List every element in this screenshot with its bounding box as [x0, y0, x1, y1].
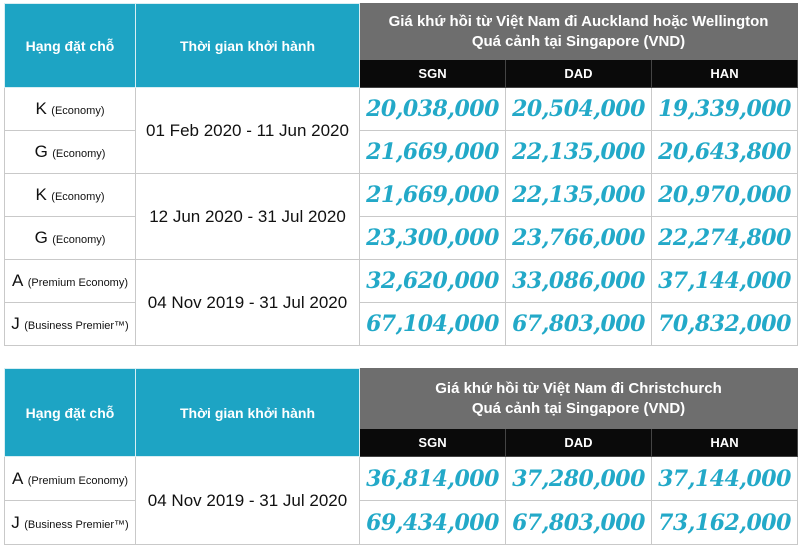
fare-title-line1: Giá khứ hồi từ Việt Nam đi Christchurch [435, 379, 722, 397]
class-code: J [11, 314, 20, 333]
class-desc: (Premium Economy) [27, 277, 129, 289]
table-row [5, 131, 798, 174]
city-header-sgn: SGN [360, 60, 506, 88]
price-dad: 37,280,000 [506, 457, 652, 501]
price-dad: 20,504,000 [506, 88, 652, 131]
table-row [5, 174, 798, 217]
price-sgn: 21,669,000 [360, 131, 506, 174]
class-desc: (Premium Economy) [27, 474, 129, 487]
fare-title-line1: Giá khứ hồi từ Việt Nam đi Auckland hoặc Wellington [388, 12, 769, 30]
price-han: 19,339,000 [652, 88, 798, 131]
booking-class-cell [5, 260, 136, 303]
booking-class-cell [5, 174, 136, 217]
booking-class-cell [5, 303, 136, 346]
city-header-sgn: SGN [360, 429, 506, 457]
class-desc: (Economy) [51, 105, 105, 117]
booking-class-cell [5, 217, 136, 260]
class-desc: (Economy) [52, 234, 106, 246]
class-desc: (Business Premier™) [24, 518, 129, 531]
price-han: 37,144,000 [652, 260, 798, 303]
price-dad: 23,766,000 [506, 217, 652, 260]
class-desc: (Economy) [52, 148, 106, 160]
booking-class-header: Hạng đặt chỗ [5, 369, 136, 457]
fare-title-header [360, 369, 798, 429]
table-row [5, 217, 798, 260]
price-sgn: 67,104,000 [360, 303, 506, 346]
fare-table-christchurch [4, 368, 798, 545]
class-desc: (Business Premier™) [24, 320, 129, 332]
class-desc: (Economy) [51, 191, 105, 203]
class-code: A [11, 271, 24, 290]
departure-period: 04 Nov 2019 - 31 Jul 2020 [136, 260, 360, 346]
departure-period: 04 Nov 2019 - 31 Jul 2020 [136, 457, 360, 545]
fare-title-line2: Quá cảnh tại Singapore (VND) [471, 32, 686, 50]
class-code: A [11, 468, 24, 488]
price-dad: 67,803,000 [506, 501, 652, 545]
city-header-dad: DAD [506, 429, 652, 457]
fare-title-line2: Quá cảnh tại Singapore (VND) [471, 399, 686, 417]
city-header-han: HAN [652, 60, 798, 88]
class-code: J [11, 512, 20, 532]
table-row [5, 501, 798, 545]
price-sgn: 32,620,000 [360, 260, 506, 303]
price-han: 20,643,800 [652, 131, 798, 174]
departure-period-header: Thời gian khởi hành [136, 369, 360, 457]
price-dad: 67,803,000 [506, 303, 652, 346]
departure-period: 01 Feb 2020 - 11 Jun 2020 [136, 88, 360, 174]
city-header-han: HAN [652, 429, 798, 457]
price-sgn: 36,814,000 [360, 457, 506, 501]
price-sgn: 20,038,000 [360, 88, 506, 131]
class-code: G [34, 228, 48, 247]
price-han: 37,144,000 [652, 457, 798, 501]
price-sgn: 23,300,000 [360, 217, 506, 260]
booking-class-cell [5, 88, 136, 131]
price-han: 70,832,000 [652, 303, 798, 346]
class-code: G [34, 142, 48, 161]
booking-class-cell [5, 131, 136, 174]
table-row [5, 260, 798, 303]
fare-title-header [360, 4, 798, 60]
price-dad: 33,086,000 [506, 260, 652, 303]
price-dad: 22,135,000 [506, 174, 652, 217]
table-row [5, 457, 798, 501]
price-han: 20,970,000 [652, 174, 798, 217]
departure-period: 12 Jun 2020 - 31 Jul 2020 [136, 174, 360, 260]
city-header-dad: DAD [506, 60, 652, 88]
class-code: K [35, 185, 47, 204]
price-sgn: 21,669,000 [360, 174, 506, 217]
price-han: 73,162,000 [652, 501, 798, 545]
price-sgn: 69,434,000 [360, 501, 506, 545]
departure-period-header: Thời gian khởi hành [136, 4, 360, 88]
price-han: 22,274,800 [652, 217, 798, 260]
table-row [5, 88, 798, 131]
booking-class-cell [5, 457, 136, 501]
class-code: K [35, 99, 47, 118]
booking-class-header: Hạng đặt chỗ [5, 4, 136, 88]
booking-class-cell [5, 501, 136, 545]
price-dad: 22,135,000 [506, 131, 652, 174]
table-row [5, 303, 798, 346]
fare-table-auckland-wellington [4, 3, 798, 346]
